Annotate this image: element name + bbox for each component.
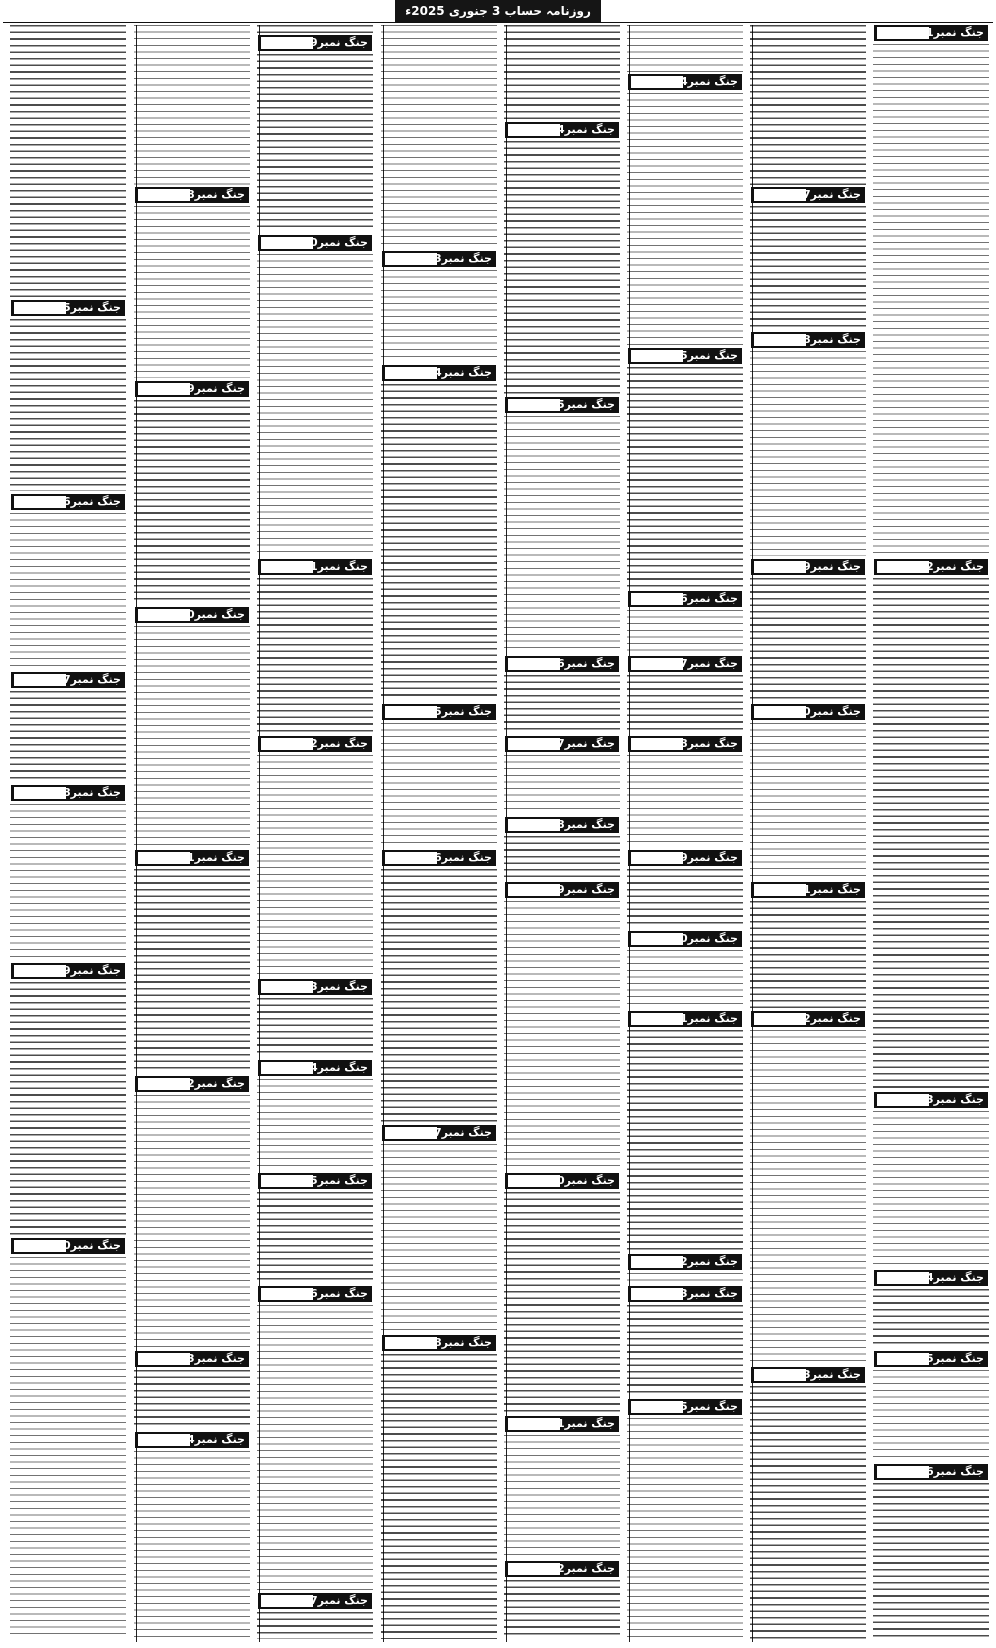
section-header-label: جنگ نمبر8 — [802, 333, 861, 347]
news-column-1 — [872, 25, 990, 1642]
article-text-block — [381, 723, 497, 847]
section-header — [11, 672, 125, 688]
section-header-label: جنگ نمبر5/ — [921, 1351, 984, 1365]
section-header — [874, 1351, 988, 1367]
article-text-block — [134, 1370, 250, 1429]
article-text-block — [750, 723, 866, 879]
section-header-label: جنگ نمبر19 — [672, 850, 738, 864]
section-header-label: جنگ نمبر34 — [426, 365, 492, 379]
article-text-block — [134, 25, 250, 185]
article-text-block — [504, 141, 620, 394]
article-text-block — [10, 982, 126, 1235]
section-header-label: جنگ نمبر49 — [179, 381, 245, 395]
section-header — [258, 979, 372, 995]
article-text-block — [873, 44, 989, 556]
news-column-5 — [380, 25, 498, 1642]
article-text-block — [504, 25, 620, 120]
section-header-label: جنگ نمبر14 — [672, 74, 738, 88]
section-header — [505, 397, 619, 413]
news-column-6 — [256, 25, 374, 1642]
section-header — [382, 850, 496, 866]
section-header — [874, 25, 988, 41]
section-header — [628, 74, 742, 90]
section-header-label: جنگ نمبر44 — [302, 1060, 368, 1074]
news-column-4 — [503, 25, 621, 1642]
section-header — [751, 882, 865, 898]
section-header-label: جنگ نمبر29 — [549, 883, 615, 896]
section-header — [135, 1432, 249, 1448]
header-blank-box — [754, 561, 806, 573]
section-header — [135, 1351, 249, 1367]
section-header — [258, 1286, 372, 1302]
section-header — [258, 1060, 372, 1076]
section-header-label: جنگ نمبر54 — [179, 1432, 245, 1446]
section-header — [751, 1011, 865, 1027]
section-header — [382, 251, 496, 267]
section-header — [751, 1367, 865, 1383]
section-header — [751, 187, 865, 203]
section-header — [628, 656, 742, 672]
article-text-block — [134, 1095, 250, 1348]
article-text-block — [750, 1030, 866, 1364]
section-header-label: جنگ نمبر7 — [802, 187, 861, 201]
section-header — [505, 1561, 619, 1577]
section-header-label: جنگ نمبر51 — [179, 850, 245, 864]
article-text-block — [750, 578, 866, 702]
news-column-2 — [749, 25, 867, 1642]
section-header — [628, 1399, 742, 1415]
article-text-block — [873, 1289, 989, 1348]
article-text-block — [257, 54, 373, 233]
article-text-block — [627, 25, 743, 72]
section-header — [258, 1173, 372, 1189]
article-text-block — [381, 270, 497, 361]
section-header — [11, 494, 125, 510]
section-header-label: جنگ نمبر46 — [302, 1287, 368, 1301]
article-text-block — [504, 836, 620, 879]
section-header-label: جنگ نمبر53 — [179, 1351, 245, 1365]
section-header-label: جنگ نمبر28 — [549, 818, 615, 832]
section-header-label: جنگ نمبر38 — [426, 1335, 492, 1349]
section-header-label: جنگ نمبر20 — [672, 931, 738, 945]
section-header-label: جنگ نمبر21 — [672, 1012, 738, 1026]
section-header — [874, 559, 988, 575]
article-text-block — [873, 1111, 989, 1267]
section-header — [874, 1092, 988, 1108]
article-text-block — [750, 351, 866, 555]
header-blank-box — [754, 334, 806, 346]
section-header-label: جنگ نمبر47 — [302, 1594, 368, 1608]
article-text-block — [627, 950, 743, 1009]
section-header-label: جنگ نمبر15 — [672, 349, 738, 363]
section-header — [751, 332, 865, 348]
article-text-block — [10, 25, 126, 298]
article-text-block — [10, 691, 126, 782]
article-text-block — [873, 578, 989, 1090]
section-header-label: جنگ نمبر10 — [795, 705, 861, 719]
section-header — [628, 348, 742, 364]
section-header — [135, 381, 249, 397]
article-text-block — [750, 1386, 866, 1639]
section-header-label: جنگ نمبر17 — [672, 656, 738, 670]
article-text-block — [381, 25, 497, 249]
article-text-block — [257, 1192, 373, 1283]
section-header — [11, 1238, 125, 1254]
section-header-label: جنگ نمبر24 — [549, 123, 615, 137]
article-text-block — [257, 1079, 373, 1170]
article-text-block — [381, 869, 497, 1122]
article-text-block — [134, 400, 250, 604]
section-header — [628, 931, 742, 947]
article-text-block — [627, 1418, 743, 1639]
section-header — [258, 235, 372, 251]
section-header-label: جنگ نمبر48 — [179, 187, 245, 201]
article-text-block — [257, 254, 373, 555]
article-text-block — [10, 513, 126, 669]
news-column-3 — [626, 25, 744, 1642]
article-text-block — [134, 206, 250, 378]
section-header-label: جنگ نمبر57 — [55, 672, 121, 686]
section-header — [628, 591, 742, 607]
article-text-block — [257, 998, 373, 1057]
section-header-label: جنگ نمبر56 — [55, 494, 121, 508]
masthead-text: روزنامہ حساب 3 جنوری 2025ء — [405, 4, 591, 18]
header-blank-box — [754, 189, 806, 201]
article-text-block — [873, 1483, 989, 1639]
section-header-label: جنگ نمبر30 — [549, 1174, 615, 1188]
article-text-block — [504, 1580, 620, 1639]
article-text-block — [10, 804, 126, 960]
section-header — [382, 704, 496, 720]
article-text-block — [627, 675, 743, 734]
section-header-label: جنگ نمبر25 — [549, 397, 615, 411]
section-header — [258, 559, 372, 575]
section-header-label: جنگ نمبر4/ — [921, 1271, 984, 1285]
section-header-label: جنگ نمبر36 — [426, 850, 492, 864]
section-header-label: جنگ نمبر37 — [426, 1125, 492, 1139]
section-header-label: جنگ نمبر3/ — [921, 1093, 984, 1107]
section-header — [751, 704, 865, 720]
section-header — [505, 1173, 619, 1189]
article-text-block — [873, 1370, 989, 1461]
article-text-block — [504, 1192, 620, 1413]
article-text-block — [257, 578, 373, 734]
article-text-block — [627, 1030, 743, 1251]
section-header — [505, 882, 619, 898]
article-text-block — [10, 1257, 126, 1639]
section-header-label: جنگ نمبر32 — [549, 1562, 615, 1576]
news-column-8 — [9, 25, 127, 1642]
article-text-block — [257, 755, 373, 976]
section-header-label: جنگ نمبر59 — [55, 963, 121, 977]
news-column-7 — [133, 25, 251, 1642]
article-text-block — [381, 1354, 497, 1639]
section-header — [628, 1254, 742, 1270]
section-header-label: جنگ نمبر11 — [795, 883, 861, 896]
section-header-label: جنگ نمبر26 — [549, 656, 615, 670]
section-header-label: جنگ نمبر45 — [302, 1174, 368, 1188]
article-text-block — [627, 367, 743, 588]
section-header — [11, 785, 125, 801]
section-header — [505, 656, 619, 672]
article-text-block — [504, 755, 620, 814]
section-header — [11, 963, 125, 979]
section-header-label: جنگ نمبر40 — [302, 236, 368, 250]
article-text-block — [750, 25, 866, 185]
article-text-block — [257, 1612, 373, 1639]
section-header-label: جنگ نمبر39 — [302, 35, 368, 49]
article-text-block — [627, 1305, 743, 1396]
section-header-label: جنگ نمبر9 — [802, 559, 861, 573]
article-text-block — [627, 610, 743, 653]
newspaper-page — [3, 22, 993, 1646]
article-text-block — [627, 869, 743, 928]
article-text-block — [504, 416, 620, 653]
article-text-block — [257, 1305, 373, 1590]
section-header-label: جنگ نمبر12 — [795, 1012, 861, 1026]
section-header — [135, 1076, 249, 1092]
masthead-date-banner — [395, 0, 601, 22]
article-text-block — [381, 384, 497, 702]
article-text-block — [10, 319, 126, 491]
section-header — [11, 300, 125, 316]
section-header-label: جنگ نمبر33 — [426, 252, 492, 266]
section-header-label: جنگ نمبر60 — [55, 1238, 121, 1252]
article-text-block — [381, 1144, 497, 1332]
section-header-label: جنگ نمبر35 — [426, 705, 492, 719]
section-header-label: جنگ نمبر6/ — [921, 1465, 984, 1479]
section-header — [382, 365, 496, 381]
section-header — [135, 607, 249, 623]
section-header — [505, 1416, 619, 1432]
section-header — [258, 1593, 372, 1609]
article-text-block — [134, 626, 250, 847]
article-text-block — [750, 901, 866, 1008]
section-header — [874, 1464, 988, 1480]
section-header-label: جنگ نمبر58 — [55, 785, 121, 799]
article-text-block — [504, 901, 620, 1170]
section-header-label: جنگ نمبر23 — [672, 1287, 738, 1301]
article-text-block — [257, 25, 373, 33]
section-header-label: جنگ نمبر52 — [179, 1077, 245, 1091]
section-header-label: جنگ نمبر43 — [302, 980, 368, 994]
section-header-label: جنگ نمبر27 — [549, 737, 615, 751]
section-header — [382, 1335, 496, 1351]
section-header — [628, 736, 742, 752]
section-header-label: جنگ نمبر50 — [179, 608, 245, 622]
section-header-label: جنگ نمبر31 — [549, 1416, 615, 1430]
section-header-label: جنگ نمبر13 — [795, 1368, 861, 1382]
article-text-block — [134, 1451, 250, 1639]
section-header — [135, 187, 249, 203]
article-text-block — [627, 93, 743, 346]
section-header-label: جنگ نمبر18 — [672, 737, 738, 751]
section-header-label: جنگ نمبر55 — [55, 300, 121, 314]
section-header-label: جنگ نمبر25 — [672, 1400, 738, 1414]
section-header — [874, 1270, 988, 1286]
section-header — [505, 817, 619, 833]
section-header-label: جنگ نمبر1/ — [921, 26, 984, 39]
section-header — [751, 559, 865, 575]
section-header-label: جنگ نمبر2/ — [921, 559, 984, 573]
section-header — [628, 1286, 742, 1302]
article-text-block — [134, 869, 250, 1073]
section-header-label: جنگ نمبر16 — [672, 591, 738, 605]
section-header — [505, 736, 619, 752]
section-header-label: جنگ نمبر42 — [302, 737, 368, 751]
article-text-block — [627, 1273, 743, 1283]
article-text-block — [504, 675, 620, 734]
section-header — [628, 850, 742, 866]
article-text-block — [504, 1435, 620, 1559]
section-header — [628, 1011, 742, 1027]
section-header-label: جنگ نمبر41 — [302, 559, 368, 573]
article-text-block — [750, 206, 866, 330]
section-header — [135, 850, 249, 866]
section-header — [258, 35, 372, 51]
section-header — [382, 1125, 496, 1141]
article-text-block — [627, 755, 743, 846]
section-header — [258, 736, 372, 752]
section-header-label: جنگ نمبر22 — [672, 1254, 738, 1268]
section-header — [505, 122, 619, 138]
